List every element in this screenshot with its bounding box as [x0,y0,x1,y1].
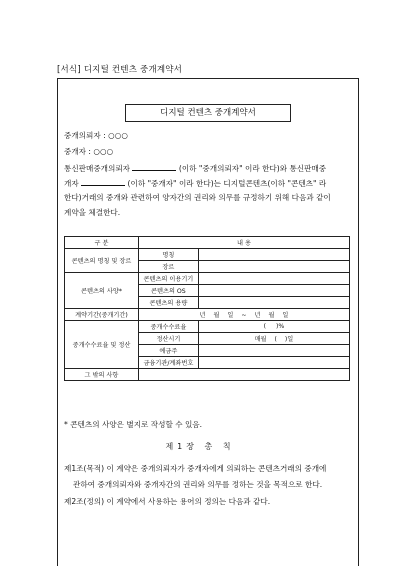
table-row [65,321,350,333]
preamble-line-3: 한다)거래의 중개와 관련하여 양자간의 권리와 의무를 규정하기 위해 다음과 같이 [64,193,331,202]
document-title: 디지털 컨텐츠 중개계약서 [125,104,291,122]
content-name-label: 콘텐츠의 명칭 및 장르 [65,249,139,273]
table-row [65,369,350,381]
table-header-row [65,237,350,249]
other-cell[interactable] [138,369,349,381]
header-category: 구 분 [65,237,139,249]
spec-size-cell[interactable] [198,297,349,309]
account-holder-cell[interactable] [198,345,349,357]
name-label: 명칭 [138,249,198,261]
bank-account-cell[interactable] [198,357,349,369]
account-holder-label: 예금주 [138,345,198,357]
fee-label: 중개수수료율 및 정산 [65,321,139,369]
broker-line: 중개자 : ○○○ [64,147,114,156]
fee-rate-value: ( )% [198,321,349,333]
spec-os-cell[interactable] [198,285,349,297]
article-1-line-2: 관하여 중개의뢰자와 중개자간의 권리와 의무를 정하는 것을 목적으로 한다. [73,480,323,489]
spec-label: 콘텐츠의 사양* [65,273,139,309]
spec-device-cell[interactable] [198,273,349,285]
form-header: [서식] 디지털 컨텐츠 중개계약서 [57,65,183,75]
chapter-title: 제1장 총 칙 [165,442,235,451]
preamble-line-1 [64,162,326,174]
fee-rate-label: 중개수수료율 [138,321,198,333]
bank-account-label: 금융기관/계좌번호 [138,357,198,369]
settle-value: 매월 ( )일 [198,333,349,345]
preamble-text: (이하 "중개의뢰자" 이라 한다)와 통신판매중 [178,164,327,173]
preamble-line-2 [64,177,326,189]
preamble-text: 통신판매중개의뢰자 [64,164,131,173]
table-row [65,249,350,261]
client-line: 중개의뢰자 : ○○○ [64,131,128,140]
spec-device-label: 콘텐츠의 이용기기 [138,273,198,285]
table-row [65,309,350,321]
contract-details-table [64,236,350,381]
other-label: 그 밖의 사항 [65,369,139,381]
header-content: 내 용 [138,237,349,249]
client-name-blank [132,162,176,171]
preamble-text: 개자 [64,179,79,188]
spec-note: * 콘텐츠의 사양은 별지로 작성할 수 있음. [64,420,203,429]
article-2-line-1: 제2조(정의) 이 계약에서 사용하는 용어의 정의는 다음과 같다. [64,497,271,506]
period-label: 계약기간(중개기간) [65,309,139,321]
broker-name-blank [81,177,125,186]
genre-value-cell[interactable] [198,261,349,273]
period-value: 년 월 일 ~ 년 월 일 [138,309,349,321]
spec-os-label: 콘텐츠의 OS [138,285,198,297]
article-1-line-1: 제1조(목적) 이 계약은 중개의뢰자가 중개자에게 의뢰하는 콘텐츠거래의 중개에 [64,464,327,473]
table-row [65,273,350,285]
genre-label: 장르 [138,261,198,273]
settle-label: 정산시기 [138,333,198,345]
spec-size-label: 콘텐츠의 용량 [138,297,198,309]
preamble-text: (이하 "중개자" 이라 한다)는 디지털콘텐츠(이하 "콘텐츠" 라 [127,179,327,188]
preamble-line-4: 계약을 체결한다. [64,208,121,217]
name-value-cell[interactable] [198,249,349,261]
